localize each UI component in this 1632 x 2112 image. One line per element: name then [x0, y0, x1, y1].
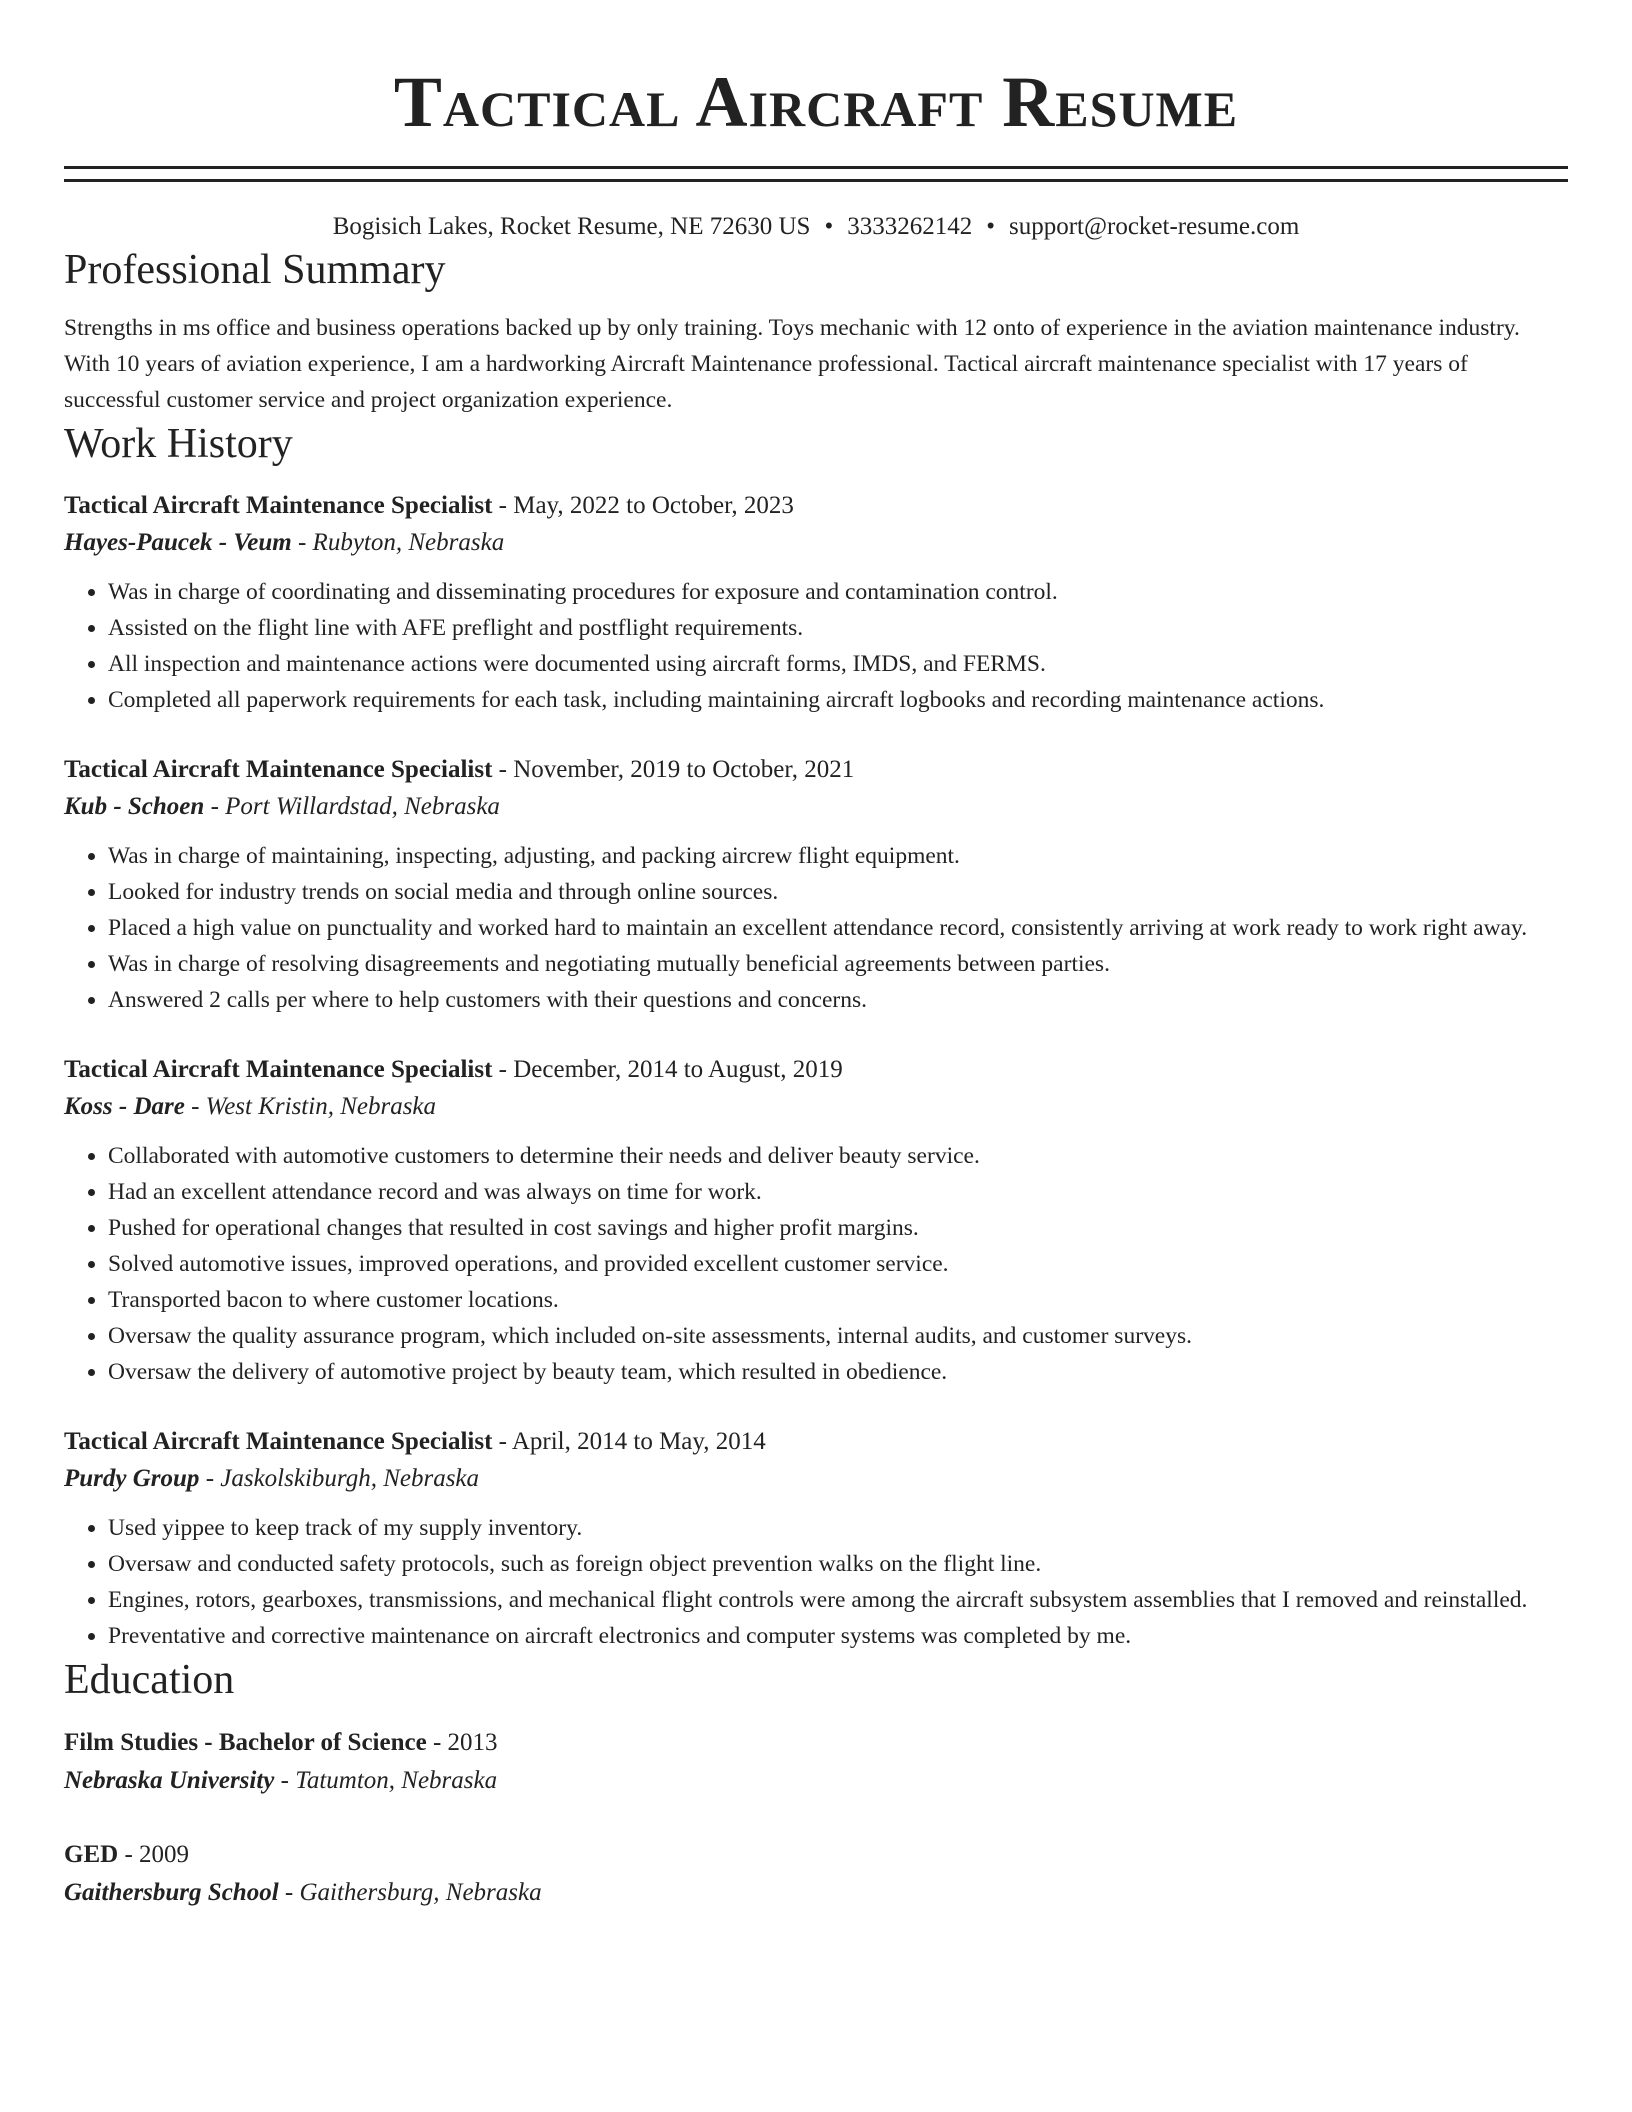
job-duty-item: • Oversaw the delivery of automotive project by beauty team, which resulted in obedience. [108, 1354, 1568, 1390]
job-duties-list [64, 1510, 1568, 1654]
education-location: - Tatumton, Nebraska [274, 1767, 498, 1794]
education-school: Gaithersburg School [64, 1879, 279, 1906]
education-degree-line [64, 1836, 1568, 1874]
job-title: Tactical Aircraft Maintenance Specialist [64, 756, 493, 783]
job-dates: - April, 2014 to May, 2014 [492, 1428, 766, 1455]
job-title-line [64, 1424, 1568, 1460]
job-title-line [64, 1052, 1568, 1088]
job-duty-item: • Oversaw and conducted safety protocols, such as foreign object prevention walks on the flight line. [108, 1546, 1568, 1582]
job-duty-item: • Was in charge of coordinating and disseminating procedures for exposure and contamination control. [108, 574, 1568, 610]
job-duty-item: • Had an excellent attendance record and was always on time for work. [108, 1174, 1568, 1210]
job-duties-list [64, 1138, 1568, 1390]
education-entry [64, 1724, 1568, 1800]
job-title: Tactical Aircraft Maintenance Specialist [64, 1428, 493, 1455]
contact-separator: • [824, 213, 834, 240]
education-heading: Education [64, 1657, 235, 1703]
job-entry [64, 488, 1568, 718]
job-dates: - November, 2019 to October, 2021 [492, 756, 855, 783]
education-year: - 2013 [426, 1729, 498, 1756]
job-company: Hayes-Paucek - Veum [64, 529, 292, 556]
education-degree: Film Studies - Bachelor of Science [64, 1729, 427, 1756]
job-location: - Jaskolskiburgh, Nebraska [199, 1465, 480, 1492]
job-duties-list [64, 574, 1568, 718]
education-year: - 2009 [118, 1841, 190, 1868]
job-entry [64, 752, 1568, 1018]
job-company: Kub - Schoen [64, 793, 205, 820]
summary-text: Strengths in ms office and business operations backed up by only training. Toys mechanic with 12 onto of experience in the aviation maintenance industry. With 10 years of aviation experience, I am a hardworking Aircraft Maintenance professional. Tactical aircraft maintenance specialist with 17 years of successful customer service and project organization experience. [64, 315, 1520, 413]
job-duties-list [64, 838, 1568, 1018]
job-duty-item: • Assisted on the flight line with AFE preflight and postflight requirements. [108, 610, 1568, 646]
job-duty-item: • Used yippee to keep track of my supply inventory. [108, 1510, 1568, 1546]
job-company-line [64, 1460, 1568, 1498]
job-duty-item: • Collaborated with automotive customers to determine their needs and deliver beauty service. [108, 1138, 1568, 1174]
job-company: Purdy Group [64, 1465, 200, 1492]
education-school-line [64, 1874, 1568, 1912]
job-duty-item: • All inspection and maintenance actions were documented using aircraft forms, IMDS, and FERMS. [108, 646, 1568, 682]
job-title-line [64, 488, 1568, 524]
education-list [64, 1724, 1568, 1912]
job-company-line [64, 524, 1568, 562]
job-title: Tactical Aircraft Maintenance Specialist [64, 1056, 493, 1083]
contact-address: Bogisich Lakes, Rocket Resume, NE 72630 US [332, 213, 811, 240]
education-location: - Gaithersburg, Nebraska [278, 1879, 542, 1906]
job-duty-item: • Was in charge of resolving disagreements and negotiating mutually beneficial agreements between parties. [108, 946, 1568, 982]
education-school: Nebraska University [64, 1767, 275, 1794]
job-title: Tactical Aircraft Maintenance Specialist [64, 492, 493, 519]
education-degree-line [64, 1724, 1568, 1762]
job-company-line [64, 788, 1568, 826]
education-entry [64, 1836, 1568, 1912]
job-duty-item: • Solved automotive issues, improved operations, and provided excellent customer service. [108, 1246, 1568, 1282]
contact-separator: • [986, 213, 995, 240]
job-dates: - December, 2014 to August, 2019 [492, 1056, 843, 1083]
job-location: - Port Willardstad, Nebraska [204, 793, 500, 820]
job-duty-item: • Answered 2 calls per where to help customers with their questions and concerns. [108, 982, 1568, 1018]
job-company: Koss - Dare [64, 1093, 185, 1120]
title-divider [64, 166, 1568, 182]
contact-phone: 3333262142 [847, 213, 973, 240]
job-duty-item: • Transported bacon to where customer locations. [108, 1282, 1568, 1318]
job-duty-item: • Was in charge of maintaining, inspecting, adjusting, and packing aircrew flight equipment. [108, 838, 1568, 874]
contact-email: support@rocket-resume.com [1008, 213, 1300, 240]
job-location: - Rubyton, Nebraska [291, 529, 505, 556]
job-duty-item: • Engines, rotors, gearboxes, transmissions, and mechanical flight controls were among the aircraft subsystem assemblies that I removed and reinstalled. [108, 1582, 1568, 1618]
job-duty-item: • Completed all paperwork requirements for each task, including maintaining aircraft logbooks and recording maintenance actions. [108, 682, 1568, 718]
job-entry [64, 1052, 1568, 1390]
job-location: - West Kristin, Nebraska [184, 1093, 437, 1120]
contact-line [64, 210, 1568, 244]
resume-title: Tactical Aircraft Resume [393, 62, 1239, 142]
work-history-list [64, 488, 1568, 1654]
job-company-line [64, 1088, 1568, 1126]
job-duty-item: • Placed a high value on punctuality and worked hard to maintain an excellent attendance record, consistently arriving at work ready to work right away. [108, 910, 1568, 946]
job-duty-item: • Looked for industry trends on social media and through online sources. [108, 874, 1568, 910]
job-duty-item: • Pushed for operational changes that resulted in cost savings and higher profit margins. [108, 1210, 1568, 1246]
job-duty-item: • Preventative and corrective maintenance on aircraft electronics and computer systems was completed by me. [108, 1618, 1568, 1654]
summary-heading: Professional Summary [64, 247, 446, 293]
job-dates: - May, 2022 to October, 2023 [492, 492, 794, 519]
job-title-line [64, 752, 1568, 788]
job-entry [64, 1424, 1568, 1654]
education-degree: GED [64, 1841, 119, 1868]
education-school-line [64, 1762, 1568, 1800]
work-history-heading: Work History [64, 421, 293, 467]
job-duty-item: • Oversaw the quality assurance program, which included on-site assessments, internal audits, and customer surveys. [108, 1318, 1568, 1354]
